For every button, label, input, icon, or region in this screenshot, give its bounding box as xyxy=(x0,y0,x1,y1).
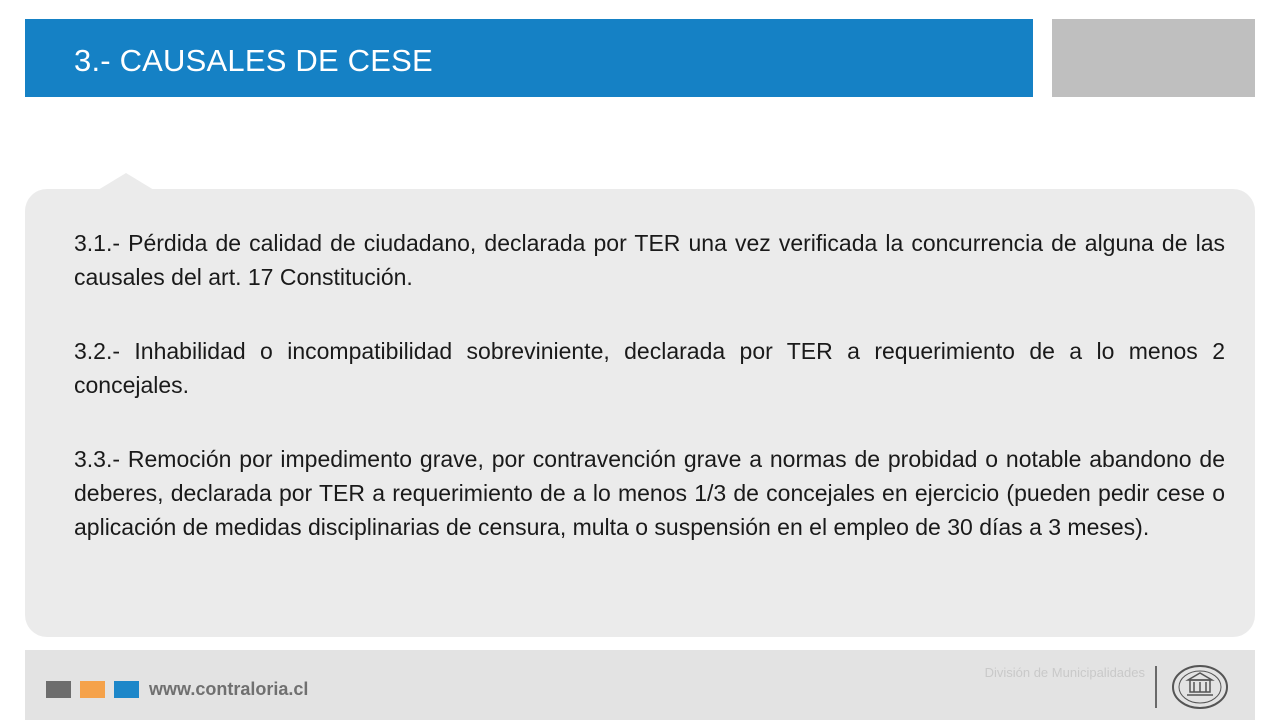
orange-square-icon xyxy=(80,681,105,698)
footer-divider xyxy=(1155,666,1157,708)
footer xyxy=(25,650,1255,720)
paragraph-3-2: 3.2.- Inhabilidad o incompatibilidad sobreviniente, declarada por TER a requerimiento de a lo menos 2 concejales. xyxy=(74,338,1225,398)
division-label: División de Municipalidades xyxy=(984,665,1145,680)
content-text xyxy=(74,226,1225,584)
contraloria-seal-icon xyxy=(1171,664,1229,710)
slide-title: 3.- CAUSALES DE CESE xyxy=(74,43,433,78)
title-bar xyxy=(25,19,1033,97)
header-gray-block xyxy=(1052,19,1255,97)
panel-notch xyxy=(98,173,154,190)
paragraph-3-1: 3.1.- Pérdida de calidad de ciudadano, declarada por TER una vez verificada la concurrencia de alguna de las causales del art. 17 Constitución. xyxy=(74,230,1225,290)
paragraph-3-3: 3.3.- Remoción por impedimento grave, por contravención grave a normas de probidad o notable abandono de deberes, declarada por TER a requerimiento de a lo menos 1/3 de concejales en ejercicio (pueden pedir cese o aplicación de medidas disciplinarias de censura, multa o suspensión en el empleo de 30 días a 3 meses). xyxy=(74,446,1225,540)
website-link[interactable]: www.contraloria.cl xyxy=(149,679,309,699)
gray-square-icon xyxy=(46,681,71,698)
blue-square-icon xyxy=(114,681,139,698)
